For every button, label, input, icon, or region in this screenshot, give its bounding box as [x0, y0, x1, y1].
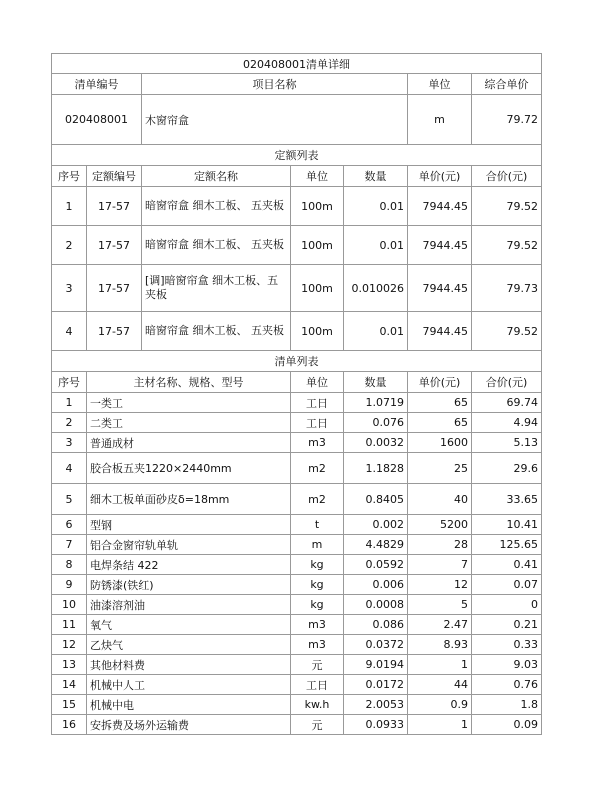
material-total: 10.41	[472, 515, 542, 535]
quota-code: 17-57	[87, 187, 142, 226]
material-qty: 2.0053	[344, 695, 408, 715]
material-no: 8	[52, 555, 87, 575]
material-qty: 0.8405	[344, 484, 408, 515]
material-total: 33.65	[472, 484, 542, 515]
material-price: 44	[408, 675, 472, 695]
material-no: 5	[52, 484, 87, 515]
material-qty: 0.076	[344, 413, 408, 433]
material-name: 普通成材	[87, 433, 291, 453]
material-name: 其他材料费	[87, 655, 291, 675]
material-section-title: 清单列表	[52, 351, 542, 372]
material-row	[52, 393, 542, 413]
material-unit: 元	[291, 655, 344, 675]
material-price: 40	[408, 484, 472, 515]
material-total: 29.6	[472, 453, 542, 484]
material-row	[52, 484, 542, 515]
quota-qty: 0.01	[344, 226, 408, 265]
quota-price-header: 单价(元)	[408, 166, 472, 187]
material-unit: kg	[291, 555, 344, 575]
quota-price: 7944.45	[408, 187, 472, 226]
material-unit: m3	[291, 635, 344, 655]
material-total: 0.07	[472, 575, 542, 595]
material-price-header: 单价(元)	[408, 372, 472, 393]
material-row	[52, 453, 542, 484]
material-header-row	[52, 372, 542, 393]
material-name: 铝合金窗帘轨单轨	[87, 535, 291, 555]
material-qty-header: 数量	[344, 372, 408, 393]
material-row	[52, 715, 542, 735]
material-name: 细木工板单面砂皮δ=18mm	[87, 484, 291, 515]
material-price: 0.9	[408, 695, 472, 715]
material-row	[52, 695, 542, 715]
material-name: 氧气	[87, 615, 291, 635]
quota-code: 17-57	[87, 265, 142, 312]
material-name-header: 主材名称、规格、型号	[87, 372, 291, 393]
quota-no: 2	[52, 226, 87, 265]
material-no: 11	[52, 615, 87, 635]
material-unit: m3	[291, 433, 344, 453]
material-price: 5200	[408, 515, 472, 535]
material-price: 1	[408, 715, 472, 735]
material-name: 电焊条结 422	[87, 555, 291, 575]
material-price: 2.47	[408, 615, 472, 635]
quota-qty-header: 数量	[344, 166, 408, 187]
material-unit: m	[291, 535, 344, 555]
material-row	[52, 535, 542, 555]
quota-total-header: 合价(元)	[472, 166, 542, 187]
material-row	[52, 433, 542, 453]
material-unit: 工日	[291, 393, 344, 413]
item-name: 木窗帘盒	[142, 95, 408, 145]
material-qty: 1.1828	[344, 453, 408, 484]
material-row	[52, 615, 542, 635]
material-qty: 0.0008	[344, 595, 408, 615]
material-no: 15	[52, 695, 87, 715]
material-row	[52, 635, 542, 655]
quota-price: 7944.45	[408, 226, 472, 265]
material-qty: 0.0372	[344, 635, 408, 655]
quota-name: [调]暗窗帘盒 细木工板、五夹板	[142, 265, 291, 312]
material-price: 5	[408, 595, 472, 615]
material-no: 1	[52, 393, 87, 413]
quota-qty: 0.01	[344, 312, 408, 351]
material-name: 二类工	[87, 413, 291, 433]
item-header-row	[52, 74, 542, 95]
item-code-header: 清单编号	[52, 74, 142, 95]
material-total: 69.74	[472, 393, 542, 413]
material-name: 型钢	[87, 515, 291, 535]
quota-no: 4	[52, 312, 87, 351]
material-total: 9.03	[472, 655, 542, 675]
material-total: 0.21	[472, 615, 542, 635]
material-no: 16	[52, 715, 87, 735]
material-no: 13	[52, 655, 87, 675]
quota-price: 7944.45	[408, 265, 472, 312]
quota-total: 79.52	[472, 187, 542, 226]
quota-total: 79.73	[472, 265, 542, 312]
quota-header-row	[52, 166, 542, 187]
item-price-header: 综合单价	[472, 74, 542, 95]
material-unit: m3	[291, 615, 344, 635]
material-unit: kw.h	[291, 695, 344, 715]
material-no: 9	[52, 575, 87, 595]
material-qty: 0.002	[344, 515, 408, 535]
material-total: 0.33	[472, 635, 542, 655]
quota-unit: 100m	[291, 187, 344, 226]
material-price: 65	[408, 393, 472, 413]
material-total-header: 合价(元)	[472, 372, 542, 393]
material-price: 65	[408, 413, 472, 433]
quota-row	[52, 187, 542, 226]
material-no: 12	[52, 635, 87, 655]
quota-unit: 100m	[291, 226, 344, 265]
material-price: 12	[408, 575, 472, 595]
material-total: 0.09	[472, 715, 542, 735]
material-total: 1.8	[472, 695, 542, 715]
material-qty: 4.4829	[344, 535, 408, 555]
material-name: 机械中电	[87, 695, 291, 715]
quota-name: 暗窗帘盒 细木工板、 五夹板	[142, 187, 291, 226]
item-code: 020408001	[52, 95, 142, 145]
item-unit-header: 单位	[408, 74, 472, 95]
quota-row	[52, 265, 542, 312]
material-price: 28	[408, 535, 472, 555]
material-unit: t	[291, 515, 344, 535]
quota-section-title: 定额列表	[52, 145, 542, 166]
material-qty: 0.086	[344, 615, 408, 635]
material-unit: 元	[291, 715, 344, 735]
material-no: 10	[52, 595, 87, 615]
material-qty: 0.0032	[344, 433, 408, 453]
material-row	[52, 595, 542, 615]
item-row	[52, 95, 542, 145]
sheet-title: 020408001清单详细	[52, 54, 542, 74]
material-no: 2	[52, 413, 87, 433]
material-price: 1600	[408, 433, 472, 453]
quota-no: 3	[52, 265, 87, 312]
material-unit: 工日	[291, 413, 344, 433]
material-name: 防锈漆(铁红)	[87, 575, 291, 595]
detail-sheet	[51, 53, 541, 735]
material-unit: kg	[291, 575, 344, 595]
material-total: 0	[472, 595, 542, 615]
material-total: 0.76	[472, 675, 542, 695]
material-row	[52, 575, 542, 595]
material-total: 125.65	[472, 535, 542, 555]
material-name: 一类工	[87, 393, 291, 413]
quota-total: 79.52	[472, 226, 542, 265]
material-name: 乙炔气	[87, 635, 291, 655]
quota-row	[52, 226, 542, 265]
material-name: 机械中人工	[87, 675, 291, 695]
material-total: 5.13	[472, 433, 542, 453]
quota-unit-header: 单位	[291, 166, 344, 187]
material-no-header: 序号	[52, 372, 87, 393]
material-no: 6	[52, 515, 87, 535]
material-row	[52, 413, 542, 433]
material-row	[52, 515, 542, 535]
quota-name: 暗窗帘盒 细木工板、 五夹板	[142, 226, 291, 265]
material-price: 8.93	[408, 635, 472, 655]
quota-unit: 100m	[291, 265, 344, 312]
quota-price: 7944.45	[408, 312, 472, 351]
material-unit: m2	[291, 484, 344, 515]
material-qty: 1.0719	[344, 393, 408, 413]
material-price: 25	[408, 453, 472, 484]
quota-no: 1	[52, 187, 87, 226]
quota-code: 17-57	[87, 226, 142, 265]
quota-unit: 100m	[291, 312, 344, 351]
material-price: 7	[408, 555, 472, 575]
quota-code-header: 定额编号	[87, 166, 142, 187]
material-row	[52, 555, 542, 575]
quota-qty: 0.01	[344, 187, 408, 226]
material-name: 安拆费及场外运输费	[87, 715, 291, 735]
quota-name: 暗窗帘盒 细木工板、 五夹板	[142, 312, 291, 351]
material-name: 油漆溶剂油	[87, 595, 291, 615]
material-unit-header: 单位	[291, 372, 344, 393]
material-unit: 工日	[291, 675, 344, 695]
material-name: 胶合板五夹1220×2440mm	[87, 453, 291, 484]
material-unit: kg	[291, 595, 344, 615]
material-no: 3	[52, 433, 87, 453]
material-no: 4	[52, 453, 87, 484]
material-total: 4.94	[472, 413, 542, 433]
quota-no-header: 序号	[52, 166, 87, 187]
quota-name-header: 定额名称	[142, 166, 291, 187]
material-price: 1	[408, 655, 472, 675]
item-name-header: 项目名称	[142, 74, 408, 95]
material-row	[52, 655, 542, 675]
material-qty: 0.0592	[344, 555, 408, 575]
quota-qty: 0.010026	[344, 265, 408, 312]
quota-code: 17-57	[87, 312, 142, 351]
item-unit: m	[408, 95, 472, 145]
quota-total: 79.52	[472, 312, 542, 351]
material-total: 0.41	[472, 555, 542, 575]
material-no: 14	[52, 675, 87, 695]
material-qty: 0.006	[344, 575, 408, 595]
material-qty: 0.0933	[344, 715, 408, 735]
material-row	[52, 675, 542, 695]
detail-table	[51, 53, 542, 735]
material-qty: 0.0172	[344, 675, 408, 695]
material-no: 7	[52, 535, 87, 555]
item-price: 79.72	[472, 95, 542, 145]
quota-row	[52, 312, 542, 351]
material-qty: 9.0194	[344, 655, 408, 675]
material-list	[52, 393, 542, 735]
material-unit: m2	[291, 453, 344, 484]
